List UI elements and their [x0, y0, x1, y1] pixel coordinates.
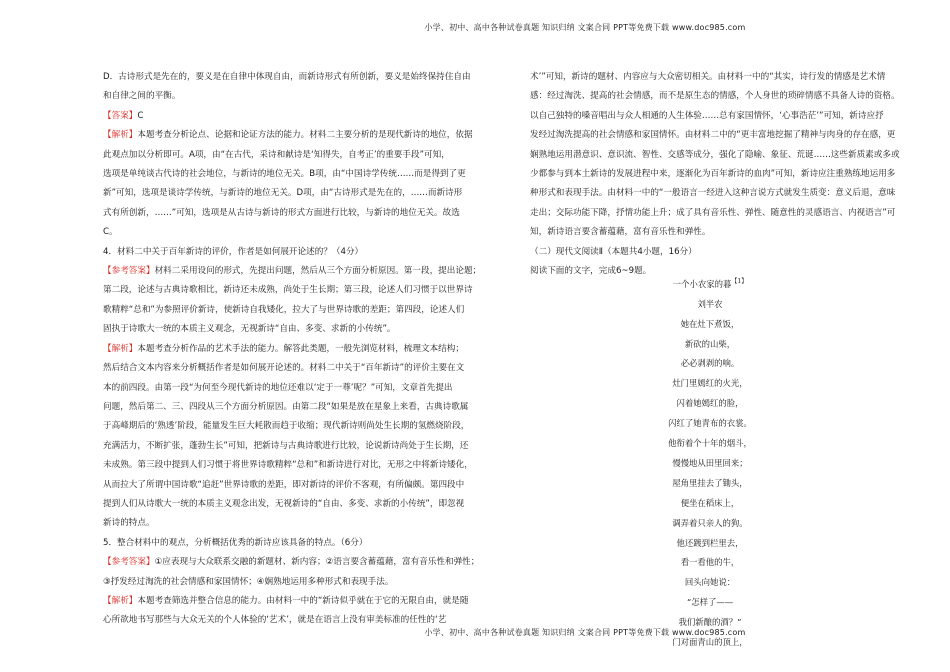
- text-line: [103, 184, 488, 203]
- poem-line: 门对面青山的顶上，: [672, 637, 748, 648]
- text-line: [530, 68, 902, 87]
- poem-line: 便坐在稻床上，: [680, 497, 740, 508]
- line-text: 和自律之间的平衡。: [103, 91, 181, 102]
- poem-line: 屋角里挂去了锄头，: [672, 477, 748, 488]
- text-line: [103, 534, 488, 553]
- text-line: [103, 223, 488, 242]
- line-text: C。: [103, 227, 118, 238]
- text-line: [103, 379, 488, 398]
- text-line: [530, 184, 902, 203]
- poem-line: 必必剥剥的响。: [680, 358, 740, 369]
- text-line: [103, 204, 488, 223]
- answer-tag: 【解析】: [103, 130, 138, 141]
- text-line: [103, 476, 488, 495]
- line-text: 问题，然后第二、三、四段从三个方面分析原因。由第二段“如果是放在星象上来看，古典诗歌属: [103, 401, 469, 412]
- poem-footnote-mark: 【1】: [731, 278, 748, 285]
- line-text: 本题考查分析作品的艺术手法的能力。解答此类题，一般先浏览材料，梳理文本结构；: [137, 343, 464, 354]
- line-text: 此观点加以分析即可。A项，由“在古代，采诗和献诗是‘知得失，自考正’的重要手段”可知，: [103, 149, 450, 160]
- text-line: [530, 126, 902, 145]
- line-text: 选项是单纯谈古代诗的社会地位，与新诗的地位无关。B项，由“中国诗学传统……而是得到了更: [103, 169, 466, 180]
- line-text: 式有所创新，……”可知，选项是从古诗与新诗的形式方面进行比较，与新诗的地位无关。故选: [103, 207, 460, 218]
- line-text: 材料二采用设问的形式，先提出问题，然后从三个方面分析原因。第一段，提出论题；: [154, 266, 482, 277]
- poem-lines: [600, 315, 820, 653]
- line-text: 充满活力，不断扩张，蓬勃生长”可知，把新诗与古典诗歌进行比较，论说新诗尚处于生长期，还: [103, 440, 469, 451]
- poem-line: 她在灶下煮饭，: [680, 318, 740, 329]
- poem-line: 灶门里嫣红的火光，: [672, 378, 748, 389]
- line-text: 发经过淘洗提高的社会情感和家国情怀。由材料二中的“更丰富地挖掘了精神与肉身的存在感，更: [530, 130, 896, 141]
- answer-tag: 【参考答案】: [103, 557, 155, 568]
- text-line: [530, 223, 902, 242]
- line-text: 未成熟。第三段中提到人们习惯于将世界诗歌精粹“总和”和新诗进行对比，无形之中将新诗矮化，: [103, 460, 473, 471]
- poem-author: 刘半农: [697, 298, 723, 309]
- poem-line: 新砍的山柴，: [684, 338, 736, 349]
- poem-line: 他衔着个十年的烟斗，: [668, 438, 752, 449]
- text-line: [103, 146, 488, 165]
- poem: [600, 272, 820, 653]
- line-text: 本的前四段。由第一段“为何至今现代新诗的地位还难以‘定于一尊’呢？”可知，文章首先提出: [103, 382, 453, 393]
- answer-tag: 【答案】: [103, 110, 138, 121]
- text-line: [103, 398, 488, 417]
- line-text: 于高峰期后的‘熟透’阶段，能量发生巨大耗散而趋于收缩；现代新诗则尚处生长期的氢燃烧阶段，: [103, 421, 470, 432]
- text-line: [103, 553, 488, 572]
- line-text: 本题考查分析论点、论据和论证方法的能力。材料二主要分析的是现代新诗的地位，依据: [137, 130, 473, 141]
- poem-line: 闪红了她青布的衣裳。: [668, 418, 752, 429]
- line-text: 本题考查筛选并整合信息的能力。由材料一中的“新诗似乎就在于它的无限自由，就是随: [137, 595, 469, 606]
- answer-tag: 【解析】: [103, 343, 138, 354]
- text-line: [530, 87, 902, 106]
- text-line: [103, 320, 488, 339]
- line-text: 歌精粹“总和”为参照评价新诗，使新诗自我矮化，拉大了与世界诗歌的差距；第四段，论述人们: [103, 304, 465, 315]
- poem-title: 一个小农家的暮$^{【1】}$: [672, 278, 748, 289]
- text-line: [103, 495, 488, 514]
- line-text: 然后结合文本内容来分析概括作者是如何展开论述的。材料二中关于“百年新诗”的评价主要在文: [103, 363, 465, 374]
- answer-tag: 【参考答案】: [103, 266, 155, 277]
- line-text: D．古诗形式是先在的，要义是在自律中体现自由，而新诗形式有所创新，要义是始终保持住自由: [103, 72, 471, 82]
- text-line: [103, 592, 488, 611]
- line-text: 提到人们从诗歌大一统的本质主义观念出发，无视新诗的“自由、多变、求新的小传统”，即忽视: [103, 498, 465, 509]
- text-line: [103, 243, 488, 262]
- text-line: [103, 359, 488, 378]
- poem-line: “怎样了——: [686, 597, 734, 608]
- left-column: [103, 68, 488, 631]
- text-line: [103, 107, 488, 126]
- line-text: 术’”可知，新诗的题材、内容应与大众密切相关。由材料一中的“其实，诗行发的情感是艺术情: [530, 72, 886, 82]
- text-line: [530, 107, 902, 126]
- line-text: 走出；交际功能下降，抒情功能上升；成了具有音乐性、弹性、随意性的灵感语言、内视语言”可: [530, 207, 896, 218]
- line-text: 少都参与到本土新诗的发展进程中来，逐渐化为百年新诗的血肉”可知，新诗应注重熟练地运用多: [530, 169, 896, 180]
- poem-line: 慢慢地从田里回来；: [672, 457, 748, 468]
- text-line: [103, 437, 488, 456]
- line-text: 新”可知，选项是谈诗学传统，与新诗的地位无关。D项，由“古诗形式是先在的，……而新诗形: [103, 188, 463, 199]
- text-line: [103, 417, 488, 436]
- line-text: 感：经过淘洗、提高的社会情感，而不是原生态的情感，个人身世的琐碎情感不具备人诗的资格。: [530, 91, 900, 102]
- text-line: [103, 514, 488, 533]
- text-line: [103, 165, 488, 184]
- line-text: C: [137, 110, 144, 121]
- line-text: ③抒发经过淘洗的社会情感和家国情怀；④娴熟地运用多种形式和表现手法。: [103, 576, 394, 587]
- text-line: [103, 281, 488, 300]
- text-line: [103, 573, 488, 592]
- text-line: [103, 87, 488, 106]
- text-line: [530, 146, 902, 165]
- line-text: 固执于诗歌大一统的本质主义观念，无视新诗“自由、多变、求新的小传统”。: [103, 324, 396, 335]
- page-footer: 小学、初中、高中各种试卷真题 知识归纳 文案合同 PPT等免费下载 www.doc985.com: [424, 628, 746, 637]
- line-text: 娴熟地运用潜意识、意识流、智性、交感等成分，强化了隐喻、象征、荒诞……这些新质素或多或: [530, 149, 900, 160]
- line-text: 阅读下面的文字，完成6~9题。: [530, 266, 652, 277]
- text-line: [530, 165, 902, 184]
- line-text: 5．整合材料中的观点，分析概括优秀的新诗应该具备的特点。（6分）: [103, 537, 368, 548]
- text-line: [530, 243, 902, 262]
- line-text: 心所欲地书写那些与大众无关的个人体验的‘艺术’，就是在语言上没有审美标准的任性的‘艺: [103, 615, 447, 626]
- poem-line: 回头向她说：: [684, 577, 736, 588]
- line-text: 4．材料二中关于百年新诗的评价，作者是如何展开论述的？（4分）: [103, 246, 364, 257]
- text-line: [103, 340, 488, 359]
- text-line: [103, 68, 488, 87]
- page-header: 小学、初中、高中各种试卷真题 知识归纳 文案合同 PPT等免费下载 www.doc985.com: [424, 23, 746, 32]
- line-text: ①应表现与大众联系交融的新题材、新内容；②语言要含蓄蕴藉，富有音乐性和弹性；: [154, 557, 480, 568]
- line-text: （二）现代文阅读Ⅱ（本题共4小题，16分）: [530, 246, 697, 257]
- line-text: 知，新诗语言要含蓄蕴藉，富有音乐性和弹性。: [530, 227, 711, 238]
- text-line: [103, 262, 488, 281]
- answer-tag: 【解析】: [103, 595, 138, 606]
- text-line: [530, 204, 902, 223]
- text-line: [103, 456, 488, 475]
- poem-line: 看一看他的牛，: [680, 557, 740, 568]
- text-line: [103, 301, 488, 320]
- poem-line: 调弄着只亲人的狗。: [672, 517, 748, 528]
- poem-line: 闪着她嫣红的脸，: [676, 398, 744, 409]
- poem-line: 我们新酿的酒？”: [678, 617, 742, 628]
- line-text: 第二段，论述与古典诗歌相比，新诗还未成熟，尚处于生长期；第三段，论述人们习惯于以世界诗: [103, 285, 473, 296]
- right-column: [530, 68, 902, 281]
- poem-line: 他还踱到栏里去，: [676, 537, 744, 548]
- line-text: 以自己独特的嗓音唱出与众人相通的人生体验……总有家国情怀，‘心事浩茫’”可知，新诗应抒: [530, 110, 884, 121]
- line-text: 种形式和表现手法。由材料一中的“一般语言一经进入这种言说方式就发生质变：意义后退，意味: [530, 188, 896, 199]
- text-line: [103, 126, 488, 145]
- line-text: 新诗的特点。: [103, 518, 155, 529]
- line-text: 从而拉大了所谓中国诗歌“追赶”世界诗歌的差距，即对新诗的评价不客观，有所偏颇。第四段中: [103, 479, 465, 490]
